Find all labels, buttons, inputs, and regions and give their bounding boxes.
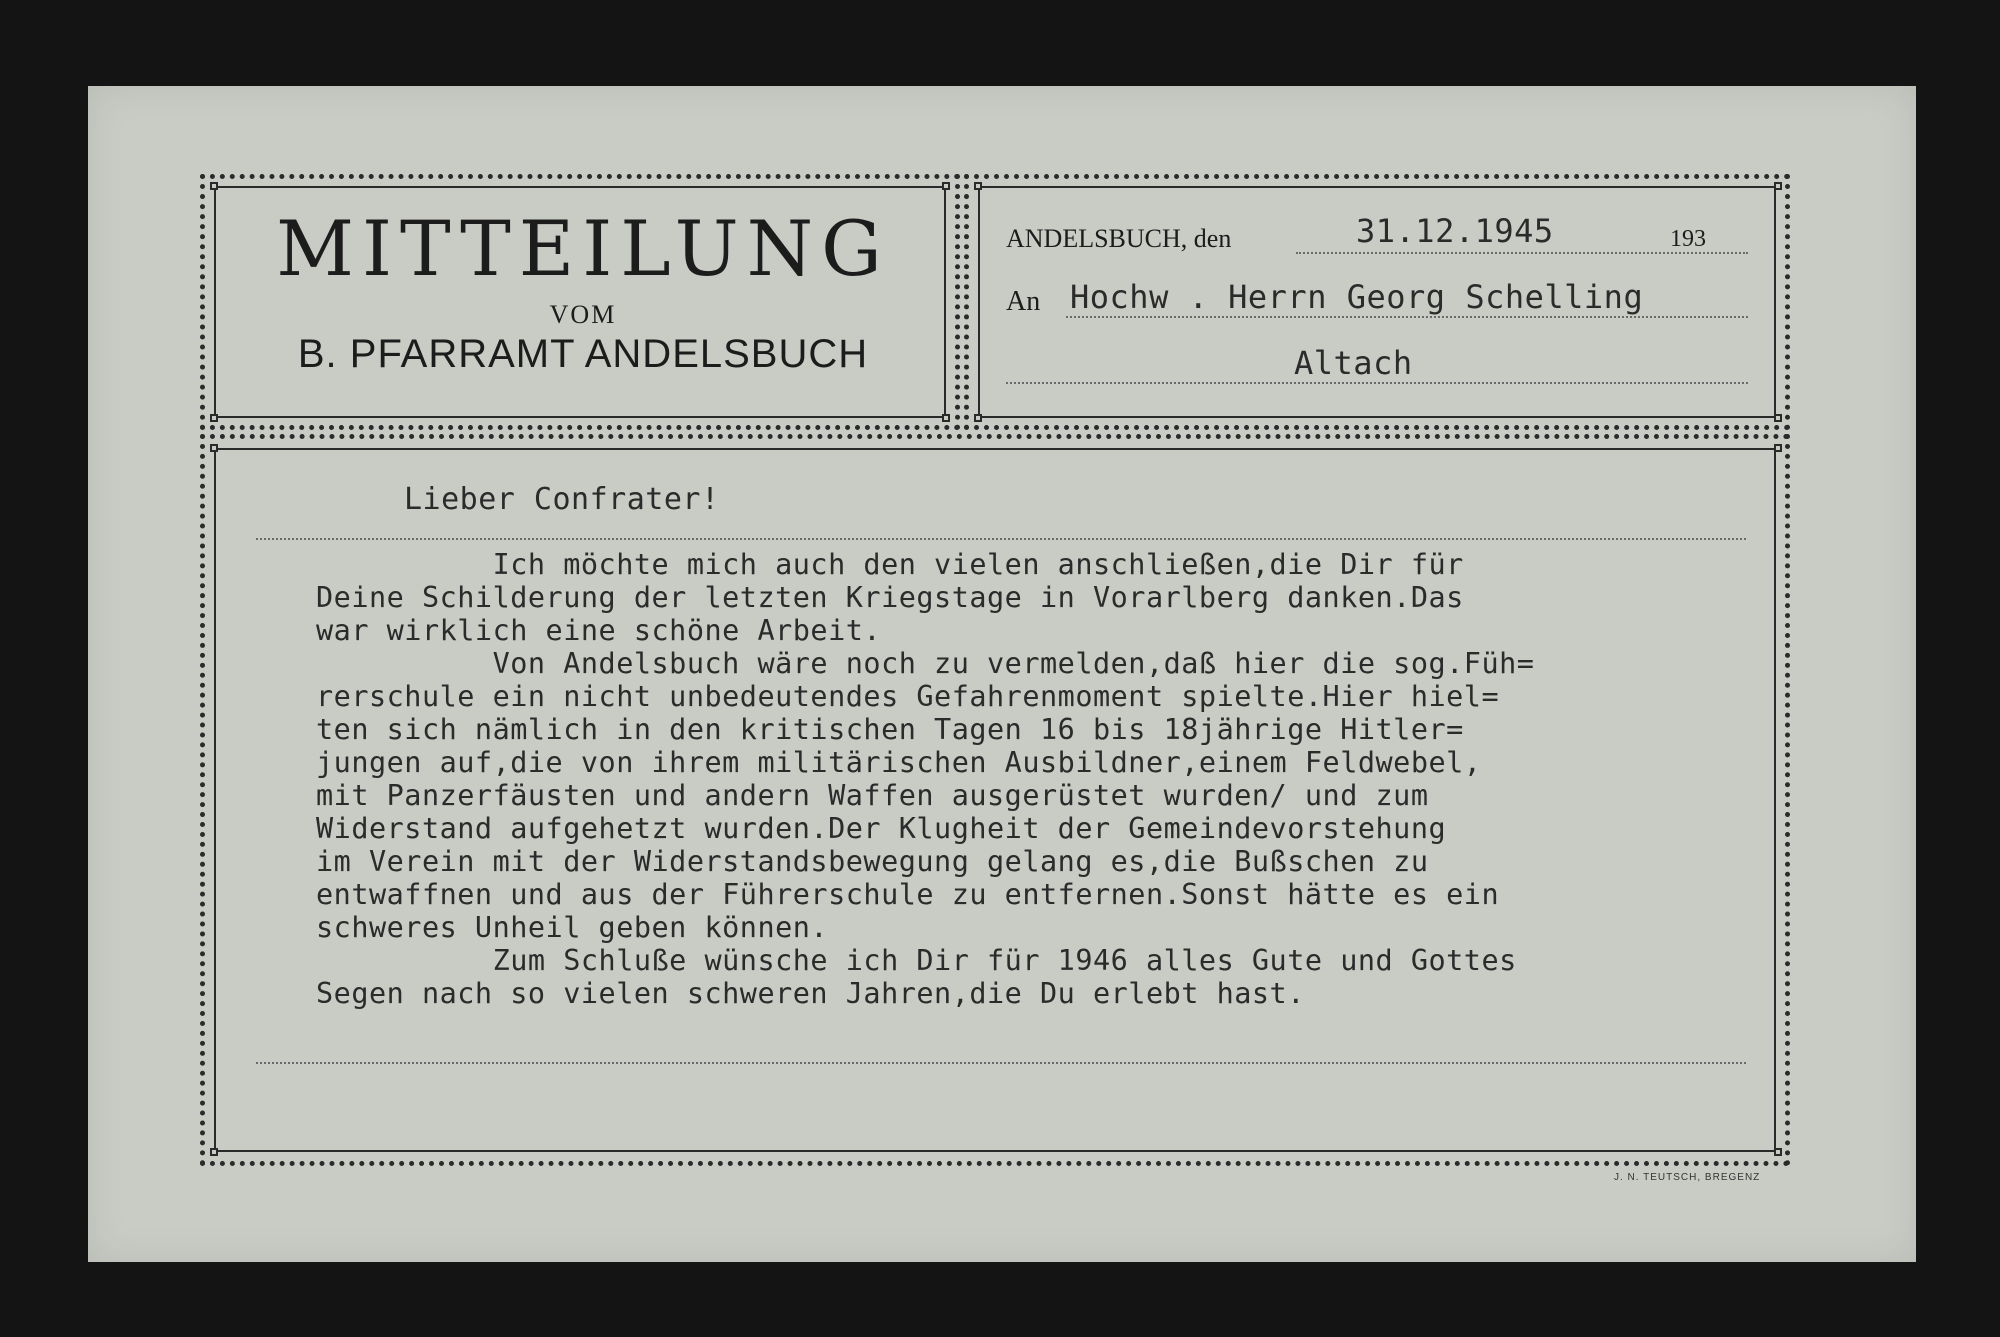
letter-line: Ich möchte mich auch den vielen anschließen,die Dir für <box>316 548 1464 581</box>
letter-line: Deine Schilderung der letzten Kriegstage in Vorarlberg danken.Das <box>316 581 1464 614</box>
letterhead-title: MITTEILUNG <box>276 204 890 293</box>
closing-line <box>256 1062 1746 1064</box>
corner-ornament <box>974 414 982 422</box>
salutation: Lieber Confrater! <box>404 482 720 517</box>
printer-imprint: J. N. TEUTSCH, BREGENZ <box>1614 1172 1761 1183</box>
corner-ornament <box>210 444 218 452</box>
recipient-name: Hochw . Herrn Georg Schelling <box>1070 278 1644 316</box>
letterhead-office: B. PFARRAMT ANDELSBUCH <box>297 332 869 376</box>
salutation-line <box>256 538 1746 540</box>
corner-ornament <box>1774 414 1782 422</box>
corner-ornament <box>1774 1148 1782 1156</box>
letter-line: mit Panzerfäusten und andern Waffen ausgerüstet wurden/ und zum <box>316 779 1429 812</box>
corner-ornament <box>210 1148 218 1156</box>
corner-ornament <box>210 182 218 190</box>
letter-line: Widerstand aufgehetzt wurden.Der Klugheit der Gemeindevorstehung <box>316 812 1447 845</box>
corner-ornament <box>210 414 218 422</box>
letter-line: Segen nach so vielen schweren Jahren,die Du erlebt hast. <box>316 977 1305 1010</box>
letter-line: jungen auf,die von ihrem militärischen Ausbildner,einem Feldwebel, <box>316 746 1482 779</box>
letter-line: im Verein mit der Widerstandsbewegung gelang es,die Bußschen zu <box>316 845 1429 878</box>
recipient-location: Altach <box>1294 344 1413 382</box>
recipient-line <box>1066 316 1748 318</box>
letter-line: ten sich nämlich in den kritischen Tagen 16 bis 18jährige Hitler= <box>316 713 1464 746</box>
corner-ornament <box>942 182 950 190</box>
letterhead-vom: VOM <box>549 300 617 329</box>
letter-line: entwaffnen und aus der Führerschule zu entfernen.Sonst hätte es ein <box>316 878 1500 911</box>
letter-line: Von Andelsbuch wäre noch zu vermelden,daß hier die sog.Füh= <box>316 647 1535 680</box>
letter-line: Zum Schluße wünsche ich Dir für 1946 alles Gute und Gottes <box>316 944 1517 977</box>
location-line <box>1006 382 1748 384</box>
corner-ornament <box>1774 444 1782 452</box>
corner-ornament <box>974 182 982 190</box>
an-label: An <box>1006 286 1041 317</box>
place-label: ANDELSBUCH, den <box>1006 224 1232 253</box>
corner-ornament <box>942 414 950 422</box>
letter-line: war wirklich eine schöne Arbeit. <box>316 614 882 647</box>
year-prefix: 193 <box>1670 226 1706 252</box>
letter-line: rerschule ein nicht unbedeutendes Gefahrenmoment spielte.Hier hiel= <box>316 680 1500 713</box>
corner-ornament <box>1774 182 1782 190</box>
letter-sheet <box>88 86 1916 1262</box>
date-typed: 31.12.1945 <box>1356 212 1554 250</box>
letter-line: schweres Unheil geben können. <box>316 911 829 944</box>
